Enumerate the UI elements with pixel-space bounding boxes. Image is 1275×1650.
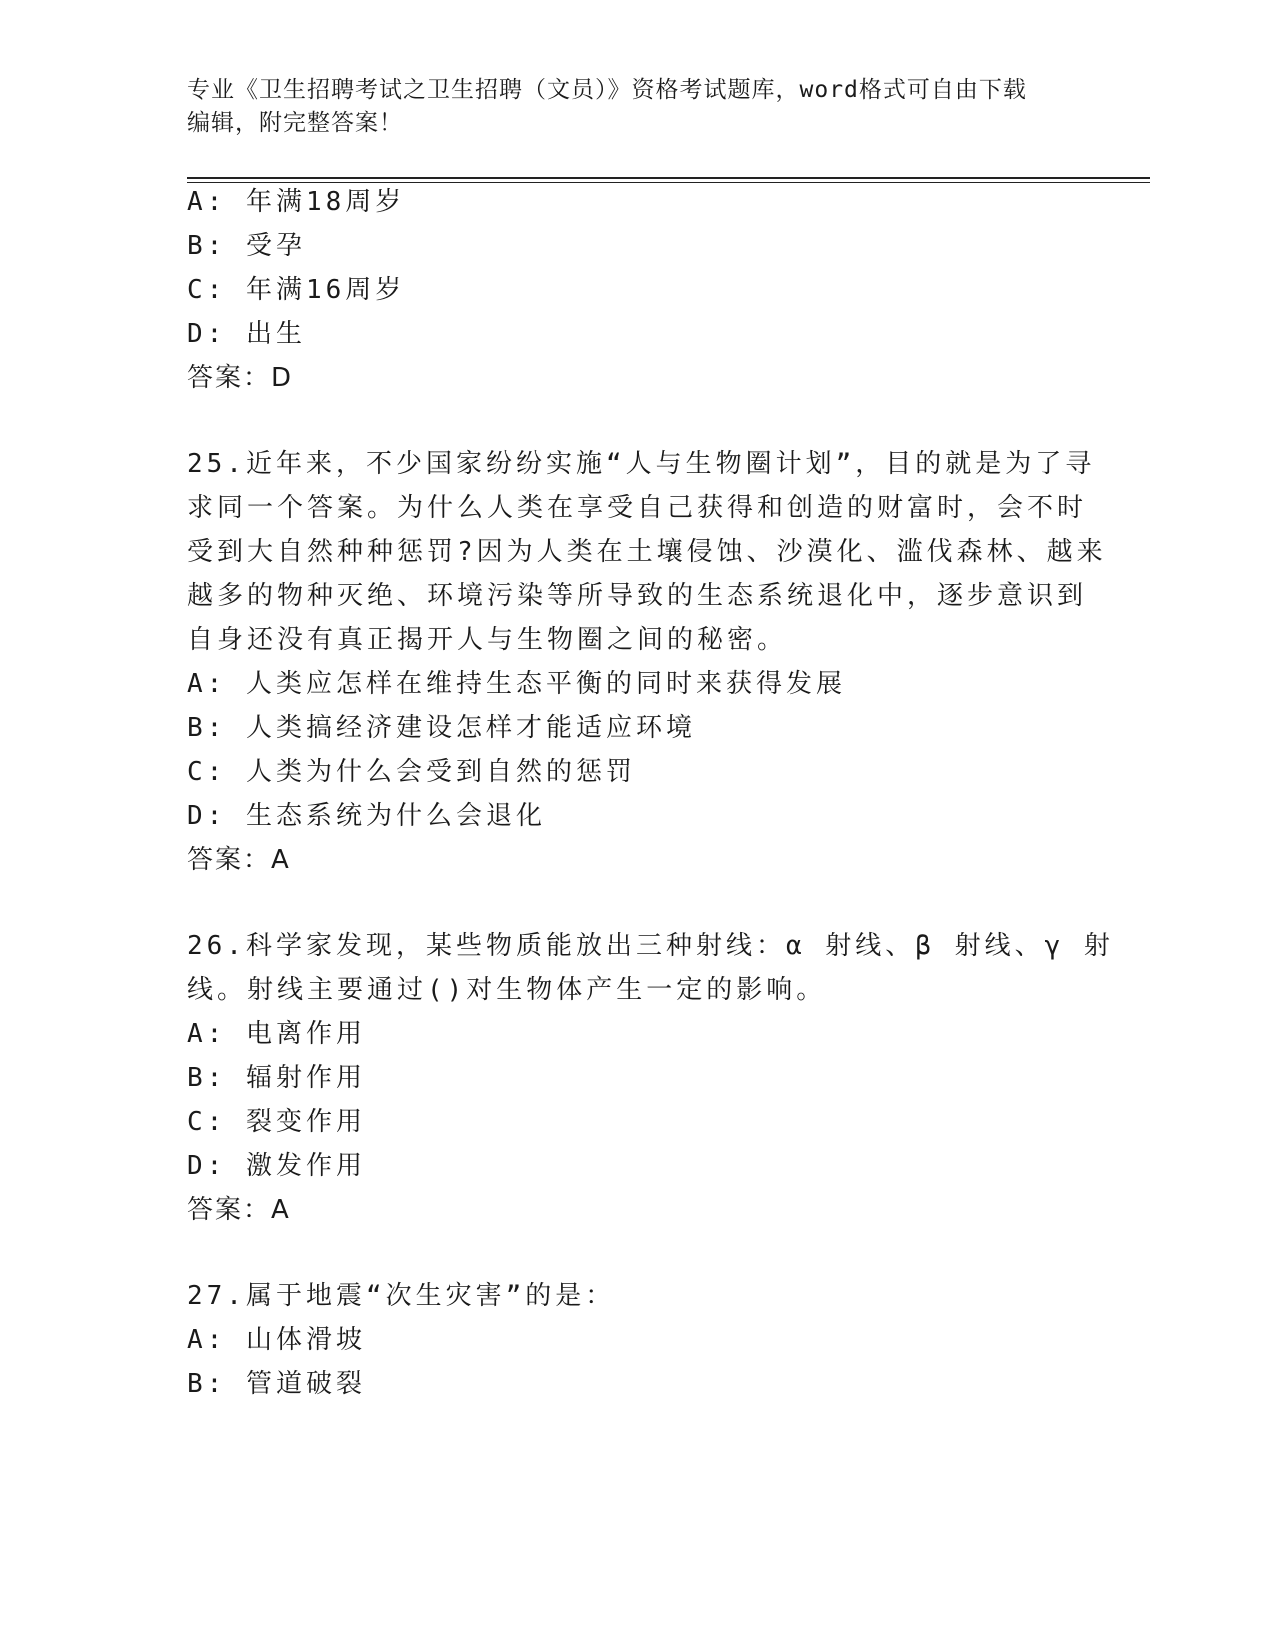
q27-option-a: A: 山体滑坡 xyxy=(187,1325,366,1355)
header-line-2: 编辑，附完整答案！ xyxy=(187,110,403,136)
q26-stem-line-2: 线。射线主要通过()对生物体产生一定的影响。 xyxy=(187,975,827,1005)
q25-stem-line-5: 自身还没有真正揭开人与生物圈之间的秘密。 xyxy=(187,625,788,655)
header-line-1: 专业《卫生招聘考试之卫生招聘（文员）》资格考试题库，word格式可自由下载 xyxy=(187,77,1027,103)
q26-option-b: B: 辐射作用 xyxy=(187,1063,366,1093)
q25-option-c: C: 人类为什么会受到自然的惩罚 xyxy=(187,757,636,787)
q26-answer: 答案：A xyxy=(187,1195,291,1225)
q25-option-d: D: 生态系统为什么会退化 xyxy=(187,801,546,831)
q24-option-c: C: 年满16周岁 xyxy=(187,275,406,305)
q26-option-a: A: 电离作用 xyxy=(187,1019,366,1049)
q25-stem-line-4: 越多的物种灭绝、环境污染等所导致的生态系统退化中，逐步意识到 xyxy=(187,581,1088,611)
q27-stem-line-1: 27.属于地震“次生灾害”的是： xyxy=(187,1281,616,1311)
q24-option-d: D: 出生 xyxy=(187,319,306,349)
q27-option-b: B: 管道破裂 xyxy=(187,1369,366,1399)
header-rule-thick xyxy=(187,177,1150,179)
q25-stem-line-2: 求同一个答案。为什么人类在享受自己获得和创造的财富时，会不时 xyxy=(187,493,1088,523)
header-rule-thin xyxy=(187,182,1150,183)
q25-answer: 答案：A xyxy=(187,845,291,875)
q26-option-d: D: 激发作用 xyxy=(187,1151,366,1181)
q26-stem-line-1: 26.科学家发现，某些物质能放出三种射线：α 射线、β 射线、γ 射 xyxy=(187,931,1114,961)
q25-option-b: B: 人类搞经济建设怎样才能适应环境 xyxy=(187,713,696,743)
document-header xyxy=(187,74,1067,140)
q24-answer: 答案：D xyxy=(187,363,294,393)
q25-stem-line-3: 受到大自然种种惩罚?因为人类在土壤侵蚀、沙漠化、滥伐森林、越来 xyxy=(187,537,1107,567)
q24-option-a: A: 年满18周岁 xyxy=(187,187,406,217)
q24-option-b: B: 受孕 xyxy=(187,231,306,261)
q25-option-a: A: 人类应怎样在维持生态平衡的同时来获得发展 xyxy=(187,669,846,699)
q25-stem-line-1: 25.近年来，不少国家纷纷实施“人与生物圈计划”，目的就是为了寻 xyxy=(187,449,1096,479)
q26-option-c: C: 裂变作用 xyxy=(187,1107,366,1137)
